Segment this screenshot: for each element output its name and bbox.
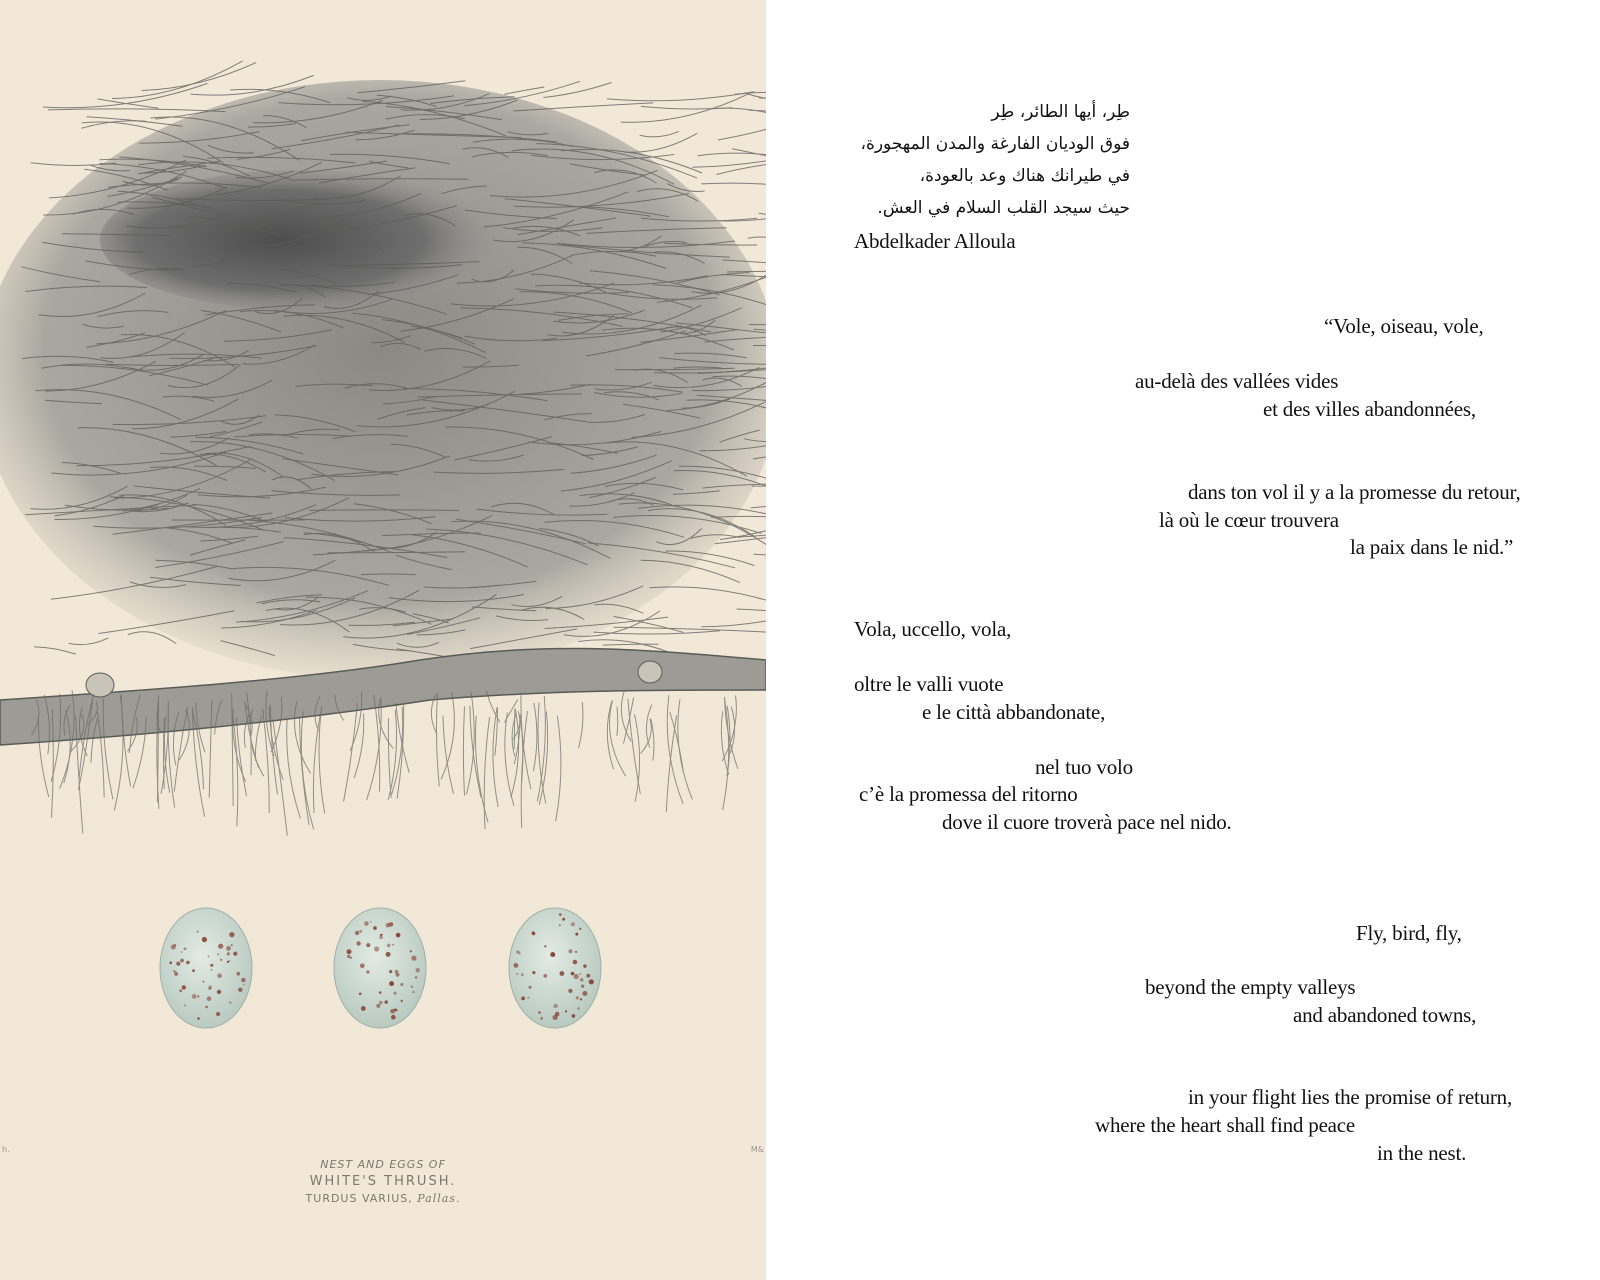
english-line: where the heart shall find peace bbox=[1095, 1113, 1356, 1137]
egg-speckle bbox=[391, 1015, 396, 1020]
hanging-fiber bbox=[443, 716, 454, 794]
egg-speckle bbox=[359, 993, 362, 996]
egg-speckle bbox=[387, 944, 391, 948]
egg-speckle bbox=[576, 996, 579, 999]
plate-caption bbox=[0, 1158, 766, 1205]
egg-speckle bbox=[562, 918, 565, 921]
egg-speckle bbox=[179, 989, 182, 992]
egg-speckle bbox=[386, 952, 391, 957]
italian-line: Vola, uccello, vola, bbox=[854, 617, 1012, 641]
nest-straw bbox=[649, 587, 766, 610]
hanging-fiber bbox=[319, 706, 325, 813]
egg-speckle bbox=[396, 933, 401, 938]
egg-speckle bbox=[401, 1000, 403, 1002]
nest-straw bbox=[603, 644, 659, 645]
egg-speckle bbox=[229, 932, 234, 937]
egg-speckle bbox=[543, 974, 547, 978]
egg-speckle bbox=[176, 962, 180, 966]
egg-speckle bbox=[559, 913, 562, 916]
hanging-fiber bbox=[388, 718, 391, 798]
hanging-fiber bbox=[392, 707, 403, 795]
egg-speckle bbox=[197, 995, 199, 997]
poem-author: Abdelkader Alloula bbox=[854, 229, 1016, 253]
egg-speckle bbox=[356, 941, 360, 945]
egg-speckle bbox=[355, 931, 359, 935]
egg-speckle bbox=[380, 934, 382, 936]
hanging-fiber bbox=[388, 710, 396, 800]
plate-corner-mark-left: h. bbox=[2, 1145, 10, 1154]
egg-speckle bbox=[364, 921, 369, 926]
italian-line: nel tuo volo bbox=[1035, 755, 1133, 779]
egg-speckle bbox=[211, 969, 213, 971]
egg-speckle bbox=[412, 991, 414, 993]
egg-speckle bbox=[579, 973, 581, 975]
egg-speckle bbox=[173, 970, 175, 972]
egg-speckle bbox=[389, 981, 394, 986]
egg-speckle bbox=[184, 1005, 186, 1007]
egg-speckle bbox=[217, 953, 219, 955]
egg-speckle bbox=[192, 994, 197, 999]
egg-speckle bbox=[581, 985, 584, 988]
english-line: and abandoned towns, bbox=[1293, 1003, 1477, 1027]
nest-straw bbox=[719, 193, 766, 221]
nest-straw bbox=[48, 109, 225, 112]
egg-speckle bbox=[565, 1010, 567, 1012]
egg-speckle bbox=[544, 945, 546, 947]
nest-straw bbox=[614, 617, 684, 633]
egg-speckle bbox=[379, 991, 382, 994]
french-line: “Vole, oiseau, vole, bbox=[1324, 314, 1484, 338]
nest-straw bbox=[543, 83, 611, 98]
egg-speckle bbox=[532, 932, 535, 935]
hanging-fiber bbox=[617, 707, 618, 736]
arabic-line: حيث سيجد القلب السلام في العش. bbox=[877, 198, 1130, 218]
french-line: et des villes abandonnées, bbox=[1263, 397, 1476, 421]
egg-speckle bbox=[411, 956, 416, 961]
egg-speckle bbox=[231, 944, 233, 946]
nest-straw bbox=[759, 209, 766, 216]
nest-illustration-plate bbox=[0, 0, 766, 1280]
egg-speckle bbox=[521, 997, 525, 1001]
nest-straw bbox=[701, 183, 766, 184]
egg-speckle bbox=[416, 968, 420, 972]
egg-speckle bbox=[532, 971, 535, 974]
hanging-fiber bbox=[635, 714, 640, 801]
french-line: au-delà des vallées vides bbox=[1135, 369, 1339, 393]
nest-straw bbox=[607, 92, 754, 101]
nest-straw bbox=[748, 237, 766, 246]
arabic-line: في طيرانك هناك وعد بالعودة، bbox=[919, 166, 1130, 186]
egg-speckle bbox=[551, 953, 555, 957]
egg-speckle bbox=[241, 978, 245, 982]
egg bbox=[509, 908, 601, 1028]
branch-knot bbox=[86, 673, 114, 697]
egg-speckle bbox=[411, 986, 413, 988]
egg-speckle bbox=[582, 991, 587, 996]
egg-speckle bbox=[579, 928, 581, 930]
nest-straw bbox=[737, 609, 766, 631]
nest-straw bbox=[727, 271, 766, 272]
egg bbox=[334, 908, 426, 1028]
egg-speckle bbox=[574, 974, 579, 979]
egg-speckle bbox=[516, 973, 518, 975]
egg-speckle bbox=[202, 937, 207, 942]
egg-speckle bbox=[583, 964, 586, 967]
egg-speckle bbox=[389, 922, 393, 926]
hanging-fiber bbox=[667, 695, 683, 804]
egg-speckle bbox=[569, 949, 573, 953]
hanging-fiber bbox=[263, 709, 270, 813]
egg-speckle bbox=[572, 1014, 576, 1018]
egg-speckle bbox=[203, 981, 205, 983]
species-name: TURDUS VARIUS, bbox=[305, 1192, 413, 1205]
egg-speckle bbox=[514, 963, 519, 968]
egg-speckle bbox=[555, 1012, 560, 1017]
hanging-fiber bbox=[641, 719, 652, 753]
caption-line-1: NEST AND EGGS OF bbox=[320, 1158, 446, 1171]
egg-speckle bbox=[207, 996, 212, 1001]
nest-straw bbox=[749, 110, 766, 138]
french-line: dans ton vol il y a la promesse du retour, bbox=[1188, 480, 1521, 504]
italian-line: e le città abbandonate, bbox=[922, 700, 1106, 724]
egg-speckle bbox=[227, 961, 229, 963]
species-author: Pallas. bbox=[417, 1192, 461, 1205]
egg-speckle bbox=[575, 951, 577, 953]
italian-line: oltre le valli vuote bbox=[854, 672, 1004, 696]
egg-speckle bbox=[385, 1000, 388, 1003]
hanging-fiber bbox=[514, 709, 515, 749]
english-line: in the nest. bbox=[1377, 1141, 1467, 1165]
plate-corner-mark-right: M& bbox=[750, 1145, 764, 1154]
egg-speckle bbox=[396, 973, 400, 977]
egg-speckle bbox=[347, 955, 350, 958]
hanging-fiber bbox=[299, 716, 309, 825]
egg-speckle bbox=[243, 984, 245, 986]
nest-straw bbox=[640, 131, 679, 136]
hanging-fiber bbox=[463, 706, 464, 795]
nest-straw bbox=[732, 149, 766, 172]
egg-speckle bbox=[415, 976, 417, 978]
caption-line-2: WHITE'S THRUSH. bbox=[309, 1174, 457, 1189]
nest-bowl bbox=[100, 170, 500, 310]
hanging-fiber bbox=[475, 716, 488, 823]
egg-speckle bbox=[580, 978, 584, 982]
hanging-fiber bbox=[344, 703, 358, 801]
egg-speckle bbox=[370, 921, 372, 923]
hanging-fiber bbox=[533, 703, 536, 771]
hanging-fiber bbox=[287, 720, 301, 819]
nest-drawing bbox=[0, 0, 766, 1280]
egg-speckle bbox=[238, 988, 242, 992]
egg-speckle bbox=[361, 1006, 366, 1011]
nest-straw bbox=[710, 108, 767, 148]
egg-speckle bbox=[540, 1017, 543, 1020]
egg-speckle bbox=[575, 933, 578, 936]
egg-speckle bbox=[227, 952, 230, 955]
egg-speckle bbox=[589, 979, 594, 984]
egg-speckle bbox=[521, 973, 524, 976]
egg-speckle bbox=[573, 960, 578, 965]
caption-species bbox=[0, 1192, 766, 1205]
english-line: in your flight lies the promise of return, bbox=[1188, 1085, 1513, 1109]
nest-straw bbox=[702, 604, 767, 627]
egg-speckle bbox=[560, 971, 565, 976]
egg-speckle bbox=[220, 959, 222, 961]
egg-speckle bbox=[237, 972, 241, 976]
egg-speckle bbox=[390, 1009, 395, 1014]
egg-speckle bbox=[366, 943, 370, 947]
egg-speckle bbox=[181, 951, 183, 953]
italian-line: c’è la promessa del ritorno bbox=[859, 782, 1078, 806]
egg-speckle bbox=[209, 988, 211, 990]
egg-speckle bbox=[516, 950, 519, 953]
nest-straw bbox=[692, 155, 766, 167]
egg-speckle bbox=[184, 947, 187, 950]
branch-knot bbox=[638, 661, 662, 683]
egg-speckle bbox=[586, 974, 590, 978]
english-line: Fly, bird, fly, bbox=[1356, 921, 1462, 945]
egg-speckle bbox=[182, 985, 186, 989]
egg-speckle bbox=[559, 924, 561, 926]
egg-speckle bbox=[394, 992, 397, 995]
english-line: beyond the empty valleys bbox=[1145, 975, 1356, 999]
egg-speckle bbox=[571, 922, 575, 926]
egg-speckle bbox=[373, 926, 377, 930]
egg-speckle bbox=[389, 970, 392, 973]
nest-straw bbox=[716, 162, 766, 175]
egg-speckle bbox=[528, 986, 531, 989]
egg-speckle bbox=[410, 950, 412, 952]
egg-speckle bbox=[580, 998, 582, 1000]
egg-speckle bbox=[226, 946, 231, 951]
egg-speckle bbox=[360, 964, 365, 969]
egg-speckle bbox=[400, 983, 403, 986]
hanging-fiber bbox=[678, 699, 692, 799]
egg-speckle bbox=[379, 1001, 383, 1005]
nest-straw bbox=[718, 120, 766, 140]
egg-speckle bbox=[186, 961, 190, 965]
nest-straw bbox=[34, 647, 76, 654]
poem-page bbox=[766, 0, 1600, 1280]
egg-speckle bbox=[374, 946, 379, 951]
egg-speckle bbox=[577, 1007, 579, 1009]
egg-speckle bbox=[359, 930, 362, 933]
egg-speckle bbox=[218, 944, 223, 949]
egg-speckle bbox=[568, 989, 572, 993]
nest-straw bbox=[613, 627, 766, 632]
egg-speckle bbox=[217, 973, 222, 978]
egg-speckle bbox=[169, 962, 172, 965]
eggs bbox=[160, 908, 601, 1028]
egg-speckle bbox=[192, 969, 195, 972]
egg-speckle bbox=[208, 956, 210, 958]
egg-speckle bbox=[205, 1006, 208, 1009]
egg-speckle bbox=[210, 964, 213, 967]
egg-speckle bbox=[171, 945, 176, 950]
nest-straw bbox=[754, 554, 766, 562]
arabic-line: طِر، أيها الطائر، طِر bbox=[991, 102, 1130, 122]
arabic-line: فوق الوديان الفارغة والمدن المهجورة، bbox=[860, 134, 1130, 154]
french-line: la paix dans le nid.” bbox=[1350, 535, 1514, 559]
egg-speckle bbox=[217, 990, 221, 994]
egg-speckle bbox=[180, 959, 184, 963]
egg-speckle bbox=[395, 1009, 397, 1011]
egg-speckle bbox=[233, 952, 237, 956]
egg-speckle bbox=[174, 972, 178, 976]
hanging-fiber bbox=[579, 702, 583, 748]
egg-speckle bbox=[229, 1002, 231, 1004]
french-line: là où le cœur trouvera bbox=[1159, 508, 1339, 532]
nest bbox=[0, 61, 766, 680]
egg-speckle bbox=[366, 970, 369, 973]
egg-speckle bbox=[216, 1012, 220, 1016]
egg-speckle bbox=[553, 1004, 557, 1008]
egg-speckle bbox=[347, 949, 352, 954]
egg-speckle bbox=[538, 1011, 541, 1014]
hanging-fiber bbox=[556, 716, 561, 822]
hanging-fiber bbox=[436, 692, 439, 786]
nest-straw bbox=[751, 505, 766, 525]
egg-speckle bbox=[392, 944, 394, 946]
egg-speckle bbox=[197, 1017, 200, 1020]
egg-speckle bbox=[527, 997, 529, 999]
egg-speckle bbox=[376, 1004, 380, 1008]
nest-straw bbox=[97, 99, 158, 108]
egg bbox=[160, 908, 252, 1028]
egg-speckle bbox=[197, 931, 199, 933]
egg-speckle bbox=[571, 972, 575, 976]
nest-straw bbox=[69, 638, 109, 645]
italian-line: dove il cuore troverà pace nel nido. bbox=[942, 810, 1232, 834]
